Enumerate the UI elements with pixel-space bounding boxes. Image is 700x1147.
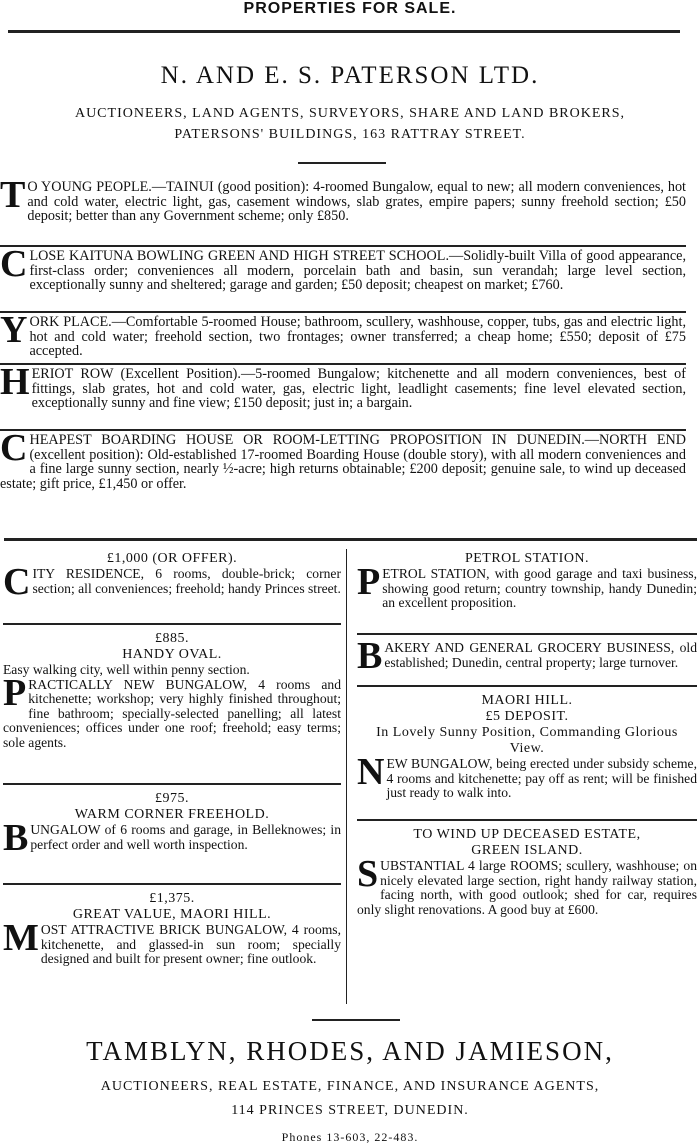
ad-text: ITY RESIDENCE, 6 rooms, double-brick; corner section; all conveniences; freehold; handy Princes street. (32, 566, 341, 596)
right-ad (357, 693, 697, 819)
ad-heading: £885. (155, 631, 189, 646)
listing-rule (0, 245, 686, 247)
listing (0, 367, 686, 428)
tamblyn-firm-name: TAMBLYN, RHODES, AND JAMIESON, (86, 1036, 614, 1066)
ad-heading: GREEN ISLAND. (471, 843, 583, 858)
ad-text: OST ATTRACTIVE BRICK BUNGALOW, 4 rooms, kitchenette, and glassed-in sun room; specially designed and built for present owner; fine outlook. (40, 922, 341, 966)
ad-heading: MAORI HILL. (481, 693, 573, 708)
right-ad (357, 827, 697, 967)
ad-rule (357, 819, 697, 821)
ad-preamble: Easy walking city, well within penny section. (3, 662, 250, 677)
left-ad (3, 791, 341, 883)
ad-initial: C (3, 561, 31, 603)
ad-heading: PETROL STATION. (464, 551, 590, 566)
ad-heading: GREAT VALUE, MAORI HILL. (72, 907, 272, 922)
page-header-title: PROPERTIES FOR SALE. (243, 0, 457, 17)
ad-heading: £975. (155, 791, 189, 806)
ad-text: EW BUNGALOW, being erected under subsidy scheme, 4 rooms and kitchenette; pay off as rent; will be finished just ready to walk into. (386, 756, 697, 800)
listing-initial: T (0, 180, 26, 216)
ad-text: AKERY AND GENERAL GROCERY BUSINESS, old established; Dunedin, central property; large turnover. (384, 641, 697, 670)
short-divider (312, 1019, 400, 1021)
right-ad (357, 641, 697, 685)
ad-heading: HANDY OVAL. (122, 647, 222, 662)
ad-text: UNGALOW of 6 rooms and garage, in Belleknowes; in perfect order and well worth inspection. (30, 822, 341, 852)
section-rule (4, 538, 697, 541)
ad-rule (357, 685, 697, 687)
listing-text: ERIOT ROW (Excellent Position).—5-roomed Bungalow; kitchenette and all modern conveniences, best of fittings, slab grates, hot and cold water, gas, electric light, leadlight casements; fine level elevated section, exceptionally sunny and fine view; £150 deposit; just in; a bargain. (31, 367, 686, 411)
short-divider (298, 162, 386, 164)
left-ad (3, 891, 341, 1001)
paterson-listings (0, 180, 686, 495)
ad-initial: S (357, 853, 379, 895)
tamblyn-trades: AUCTIONEERS, REAL ESTATE, FINANCE, AND INSURANCE AGENTS, (100, 1079, 600, 1094)
left-column (3, 551, 341, 1001)
listing-initial: H (0, 367, 30, 403)
listing-rule (0, 429, 686, 431)
ad-initial: B (3, 817, 29, 859)
listing (0, 315, 686, 362)
ad-heading: £1,375. (149, 891, 195, 906)
ad-heading: £1,000 (OR OFFER). (106, 551, 238, 566)
ad-text: RACTICALLY NEW BUNGALOW, 4 rooms and kitchenette; workshop; very highly finished throughout; fine bathroom; specially-selected panelling; all latest conveniences; offices under one roof; freehold; easy terms; sole agents. (3, 676, 341, 750)
ad-rule (3, 623, 341, 625)
tamblyn-phones: Phones 13-603, 22-483. (281, 1130, 419, 1144)
ad-heading: TO WIND UP DECEASED ESTATE, (413, 827, 641, 842)
listing (0, 249, 686, 310)
listing-text: LOSE KAITUNA BOWLING GREEN AND HIGH STREET SCHOOL.—Solidly-built Villa of good appearance, first-class order; conveniences all modern, porcelain bath and basin, sun verandah; large level section, exceptionally sunny and sheltered; garage and garden; £50 deposit; cheapest on market; £760. (29, 249, 686, 293)
listing-rule (0, 311, 686, 313)
listing-text: ORK PLACE.—Comfortable 5-roomed House; bathroom, scullery, washhouse, copper, tubs, gas and electric light, hot and cold water; freehold section, two frontages; owner transferred; a cheap home; £550; deposit of £75 accepted. (29, 315, 686, 359)
listing-initial: C (0, 433, 28, 469)
listing-initial: Y (0, 315, 28, 351)
ad-initial: P (357, 561, 381, 603)
ad-initial: N (357, 751, 385, 793)
left-ad (3, 551, 341, 623)
ad-rule (3, 883, 341, 885)
ad-heading: WARM CORNER FREEHOLD. (74, 807, 270, 822)
ad-preamble: In Lovely Sunny Position, Commanding Glorious View. (376, 725, 678, 756)
right-ad (357, 551, 697, 633)
ad-text: UBSTANTIAL 4 large ROOMS; scullery, washhouse; on nicely elevated large section, right handy railway station, facing north, with good outlook; shed for car, requires only slight renovations. A good buy at £600. (357, 858, 697, 917)
column-divider (346, 549, 347, 1004)
listing-text: O YOUNG PEOPLE.—TAINUI (good position): 4-roomed Bungalow, equal to new; all modern conveniences, hot and cold water, electric light, gas, casement windows, slab grates, empire papers; sunny freehold section; £50 deposit; better than any Government scheme; only £850. (27, 180, 686, 224)
right-column (357, 551, 697, 967)
ad-rule (3, 783, 341, 785)
header-rule (8, 30, 680, 33)
listing-text: HEAPEST BOARDING HOUSE OR ROOM-LETTING PROPOSITION IN DUNEDIN.—NORTH END (excellent position): Old-established 17-roomed Boarding House (double story), with all modern conveniences and a fine large sunny section, nearly ½-acre; high returns obtainable; £200 deposit; genuine sale, to wind up deceased estate; gift price, £1,450 or offer. (0, 433, 686, 492)
ad-initial: M (3, 917, 39, 959)
ad-initial: B (357, 641, 383, 677)
tamblyn-address: 114 PRINCES STREET, DUNEDIN. (231, 1103, 469, 1118)
listing-rule (0, 363, 686, 365)
paterson-address: PATERSONS' BUILDINGS, 163 RATTRAY STREET. (174, 127, 526, 142)
paterson-trades: AUCTIONEERS, LAND AGENTS, SURVEYORS, SHARE AND LAND BROKERS, (74, 106, 626, 121)
listing (0, 433, 686, 495)
ad-rule (357, 633, 697, 635)
ad-heading: £5 DEPOSIT. (485, 709, 569, 724)
listing-initial: C (0, 249, 28, 285)
listing (0, 180, 686, 244)
ad-initial: P (3, 671, 27, 714)
left-ad (3, 631, 341, 783)
ad-text: ETROL STATION, with good garage and taxi business, showing good return; country township, handy Dunedin; an excellent proposition. (382, 566, 697, 610)
paterson-firm-name: N. AND E. S. PATERSON LTD. (160, 62, 540, 89)
